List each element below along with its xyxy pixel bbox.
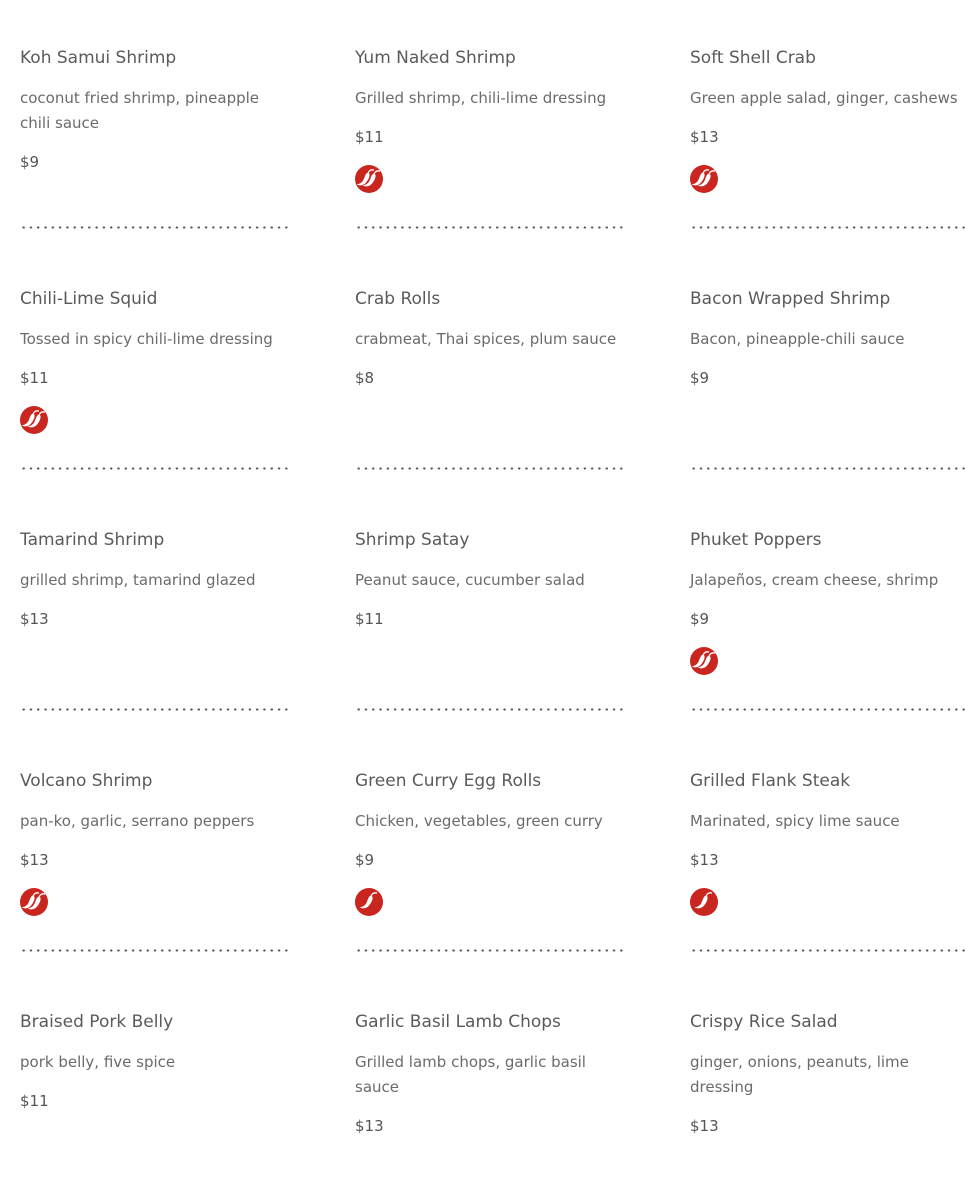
menu-item-name: Grilled Flank Steak [690,771,851,791]
chili-pepper-icon [355,165,383,193]
menu-item-description: grilled shrimp, tamarind glazed [20,571,256,589]
dotted-divider [355,949,625,952]
menu-item-garlic-basil-lamb-chops [355,1012,625,1192]
menu-item-name: Shrimp Satay [355,530,470,550]
menu-item-price: $8 [355,369,375,387]
menu-item-grilled-flank-steak [690,771,960,951]
menu-item-price: $13 [355,1117,384,1135]
menu-item-name: Crab Rolls [355,289,441,309]
menu-item-name: Crispy Rice Salad [690,1012,838,1032]
menu-item-braised-pork-belly [20,1012,290,1192]
menu-item-soft-shell-crab [690,48,960,228]
menu-item-phuket-poppers [690,530,960,710]
menu-item-description: coconut fried shrimp, pineapple chili sauce [20,89,260,132]
menu-item-crispy-rice-salad [690,1012,960,1192]
dotted-divider [355,708,625,711]
menu-item-name: Phuket Poppers [690,530,822,550]
menu-item-description: Bacon, pineapple-chili sauce [690,330,905,348]
menu-item-name: Volcano Shrimp [20,771,153,791]
chili-pepper-icon [355,888,383,916]
dotted-divider [690,949,965,952]
chili-pepper-icon [20,406,48,434]
menu-item-description: Grilled lamb chops, garlic basil sauce [355,1053,586,1096]
menu-item-green-curry-egg-rolls [355,771,625,951]
menu-item-volcano-shrimp [20,771,290,951]
menu-item-description: crabmeat, Thai spices, plum sauce [355,330,617,348]
dotted-divider [355,226,625,229]
menu-item-name: Soft Shell Crab [690,48,816,68]
menu-item-price: $11 [20,369,49,387]
menu-item-chili-lime-squid [20,289,290,469]
menu-item-price: $11 [355,610,384,628]
menu-item-price: $9 [690,369,710,387]
chili-pepper-icon [690,165,718,193]
menu-item-price: $11 [355,128,384,146]
chili-pepper-icon [690,888,718,916]
chili-pepper-icon [690,647,718,675]
chili-pepper-icon [20,888,48,916]
menu-item-name: Bacon Wrapped Shrimp [690,289,891,309]
menu-item-name: Yum Naked Shrimp [355,48,516,68]
menu-item-price: $9 [690,610,710,628]
menu-item-description: Tossed in spicy chili-lime dressing [20,330,273,348]
menu-item-price: $9 [355,851,375,869]
menu-item-price: $13 [20,851,49,869]
menu-item-description: ginger, onions, peanuts, lime dressing [690,1053,909,1096]
dotted-divider [690,467,965,470]
dotted-divider [20,467,290,470]
menu-item-price: $13 [690,1117,719,1135]
menu-item-price: $11 [20,1092,49,1110]
dotted-divider [690,226,965,229]
menu-item-price: $13 [690,851,719,869]
menu-item-shrimp-satay [355,530,625,710]
menu-item-price: $9 [20,153,40,171]
menu-item-description: Green apple salad, ginger, cashews [690,89,958,107]
menu-item-yum-naked-shrimp [355,48,625,228]
dotted-divider [20,708,290,711]
dotted-divider [355,467,625,470]
menu-item-name: Koh Samui Shrimp [20,48,177,68]
menu-item-description: Jalapeños, cream cheese, shrimp [690,571,939,589]
menu-item-name: Braised Pork Belly [20,1012,174,1032]
menu-item-description: pork belly, five spice [20,1053,176,1071]
menu-item-name: Chili-Lime Squid [20,289,158,309]
dotted-divider [20,226,290,229]
dotted-divider [20,949,290,952]
menu-item-koh-samui-shrimp [20,48,290,228]
menu-item-bacon-wrapped-shrimp [690,289,960,469]
menu-item-description: Peanut sauce, cucumber salad [355,571,585,589]
menu-item-name: Garlic Basil Lamb Chops [355,1012,561,1032]
menu-item-name: Green Curry Egg Rolls [355,771,542,791]
dotted-divider [690,708,965,711]
menu-item-price: $13 [20,610,49,628]
menu-item-description: Grilled shrimp, chili-lime dressing [355,89,607,107]
menu-item-description: Marinated, spicy lime sauce [690,812,900,830]
menu-item-name: Tamarind Shrimp [20,530,165,550]
menu-item-crab-rolls [355,289,625,469]
menu-item-tamarind-shrimp [20,530,290,710]
menu-item-description: pan-ko, garlic, serrano peppers [20,812,255,830]
menu-item-description: Chicken, vegetables, green curry [355,812,603,830]
menu-item-price: $13 [690,128,719,146]
